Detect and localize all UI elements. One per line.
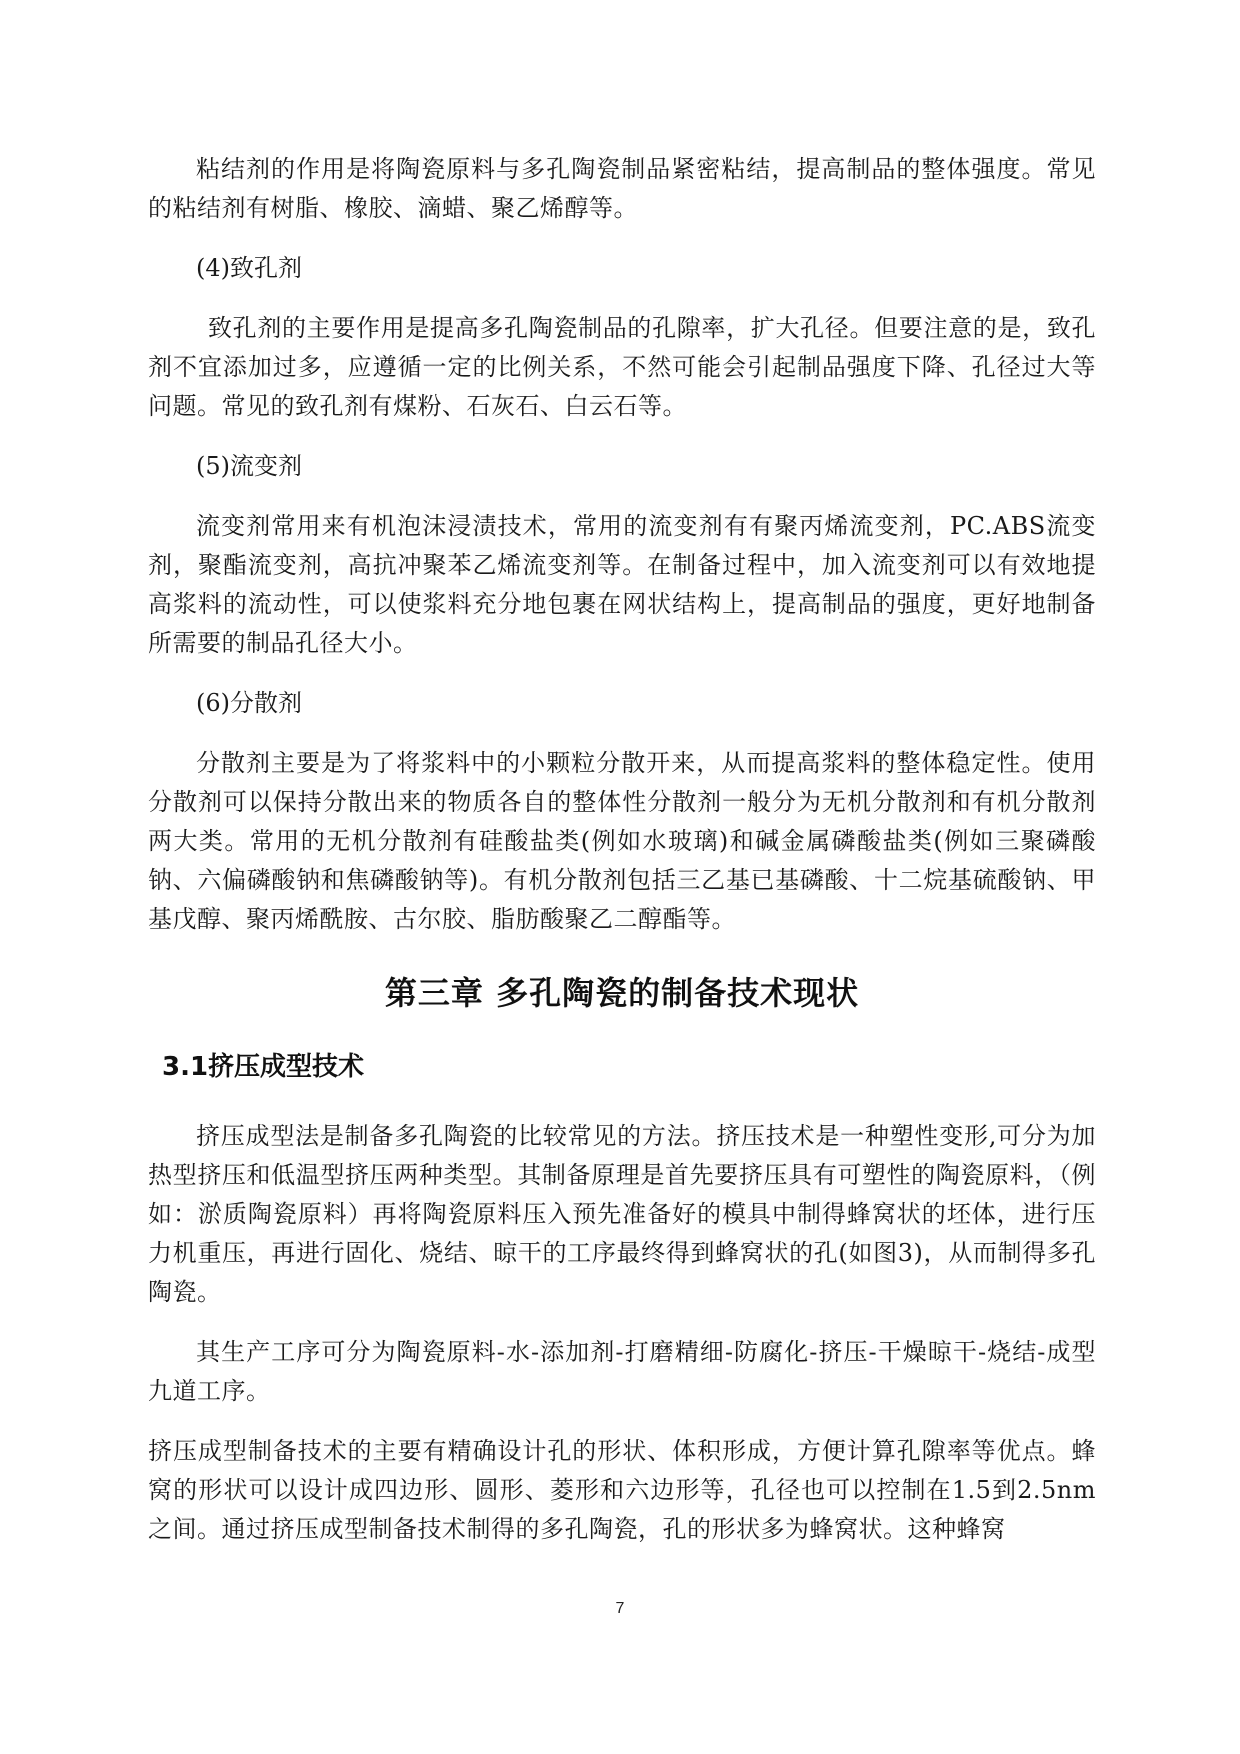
pore-former-heading: (4)致孔剂: [196, 254, 302, 282]
extrusion-paragraph-3: 挤压成型制备技术的主要有精确设计孔的形状、体积形成，方便计算孔隙率等优点。蜂窝的形状可以设计成四边形、圆形、菱形和六边形等，孔径也可以控制在1.5到2.5nm之间。通过挤压成型制备技术制得的多孔陶瓷，孔的形状多为蜂窝状。这种蜂窝: [148, 1437, 1096, 1543]
section-title: 3.1挤压成型技术: [162, 1052, 365, 1082]
pore-former-paragraph: 致孔剂的主要作用是提高多孔陶瓷制品的孔隙率，扩大孔径。但要注意的是，致孔剂不宜添加过多，应遵循一定的比例关系，不然可能会引起制品强度下降、孔径过大等问题。常见的致孔剂有煤粉、石灰石、白云石等。: [148, 314, 1096, 420]
extrusion-paragraph-1: 挤压成型法是制备多孔陶瓷的比较常见的方法。挤压技术是一种塑性变形,可分为加热型挤压和低温型挤压两种类型。其制备原理是首先要挤压具有可塑性的陶瓷原料，（例如：淤质陶瓷原料）再将陶瓷原料压入预先准备好的模具中制得蜂窝状的坯体，进行压力机重压，再进行固化、烧结、晾干的工序最终得到蜂窝状的孔(如图3)，从而制得多孔陶瓷。: [148, 1122, 1096, 1306]
chapter-title: 第三章 多孔陶瓷的制备技术现状: [384, 974, 860, 1012]
page-number: 7: [615, 1600, 625, 1617]
binder-paragraph: 粘结剂的作用是将陶瓷原料与多孔陶瓷制品紧密粘结，提高制品的整体强度。常见的粘结剂有树脂、橡胶、滴蜡、聚乙烯醇等。: [148, 155, 1096, 222]
extrusion-paragraph-2: 其生产工序可分为陶瓷原料-水-添加剂-打磨精细-防腐化-挤压-干燥晾干-烧结-成型九道工序。: [148, 1338, 1096, 1405]
rheology-heading: (5)流变剂: [196, 452, 302, 480]
dispersant-heading: (6)分散剂: [196, 689, 302, 717]
rheology-paragraph: 流变剂常用来有机泡沫浸渍技术，常用的流变剂有有聚丙烯流变剂，PC.ABS流变剂，聚酯流变剂，高抗冲聚苯乙烯流变剂等。在制备过程中，加入流变剂可以有效地提高浆料的流动性，可以使浆料充分地包裹在网状结构上，提高制品的强度，更好地制备所需要的制品孔径大小。: [148, 512, 1096, 657]
document-body: [148, 150, 1096, 1549]
dispersant-paragraph: 分散剂主要是为了将浆料中的小颗粒分散开来，从而提高浆料的整体稳定性。使用分散剂可以保持分散出来的物质各自的整体性分散剂一般分为无机分散剂和有机分散剂两大类。常用的无机分散剂有硅酸盐类(例如水玻璃)和碱金属磷酸盐类(例如三聚磷酸钠、六偏磷酸钠和焦磷酸钠等)。有机分散剂包括三乙基已基磷酸、十二烷基硫酸钠、甲基戊醇、聚丙烯酰胺、古尔胶、脂肪酸聚乙二醇酯等。: [148, 749, 1096, 933]
